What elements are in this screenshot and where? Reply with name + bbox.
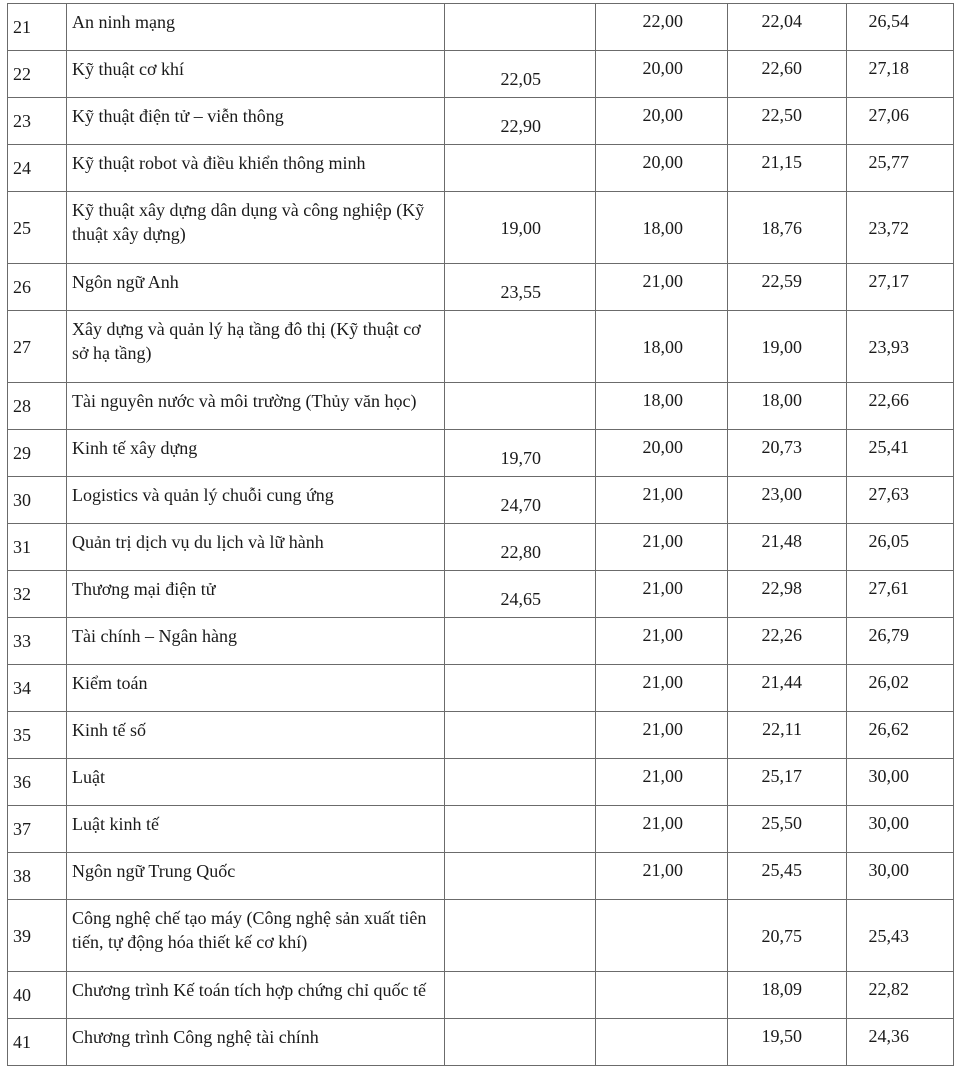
score-cell-1 (445, 383, 596, 430)
major-name-cell: Kỹ thuật điện tử – viễn thông (67, 98, 445, 145)
row-number-cell: 39 (8, 900, 67, 972)
score-cell-4: 23,93 (847, 311, 954, 383)
row-number-cell: 31 (8, 524, 67, 571)
row-number-cell: 40 (8, 972, 67, 1019)
major-name-cell: Kỹ thuật cơ khí (67, 51, 445, 98)
score-cell-1: 19,00 (445, 192, 596, 264)
score-cell-4: 26,62 (847, 712, 954, 759)
table-row (8, 4, 954, 51)
score-cell-2: 21,00 (596, 665, 728, 712)
major-name-cell: Kiểm toán (67, 665, 445, 712)
score-cell-3: 22,59 (728, 264, 847, 311)
score-cell-3: 21,15 (728, 145, 847, 192)
score-cell-4: 30,00 (847, 759, 954, 806)
score-cell-4: 27,06 (847, 98, 954, 145)
table-row (8, 712, 954, 759)
table-row (8, 806, 954, 853)
score-cell-1: 23,55 (445, 264, 596, 311)
score-cell-3: 18,00 (728, 383, 847, 430)
table-row (8, 383, 954, 430)
table-row (8, 477, 954, 524)
table-row (8, 524, 954, 571)
admission-scores-table (7, 3, 954, 1066)
major-name-cell: An ninh mạng (67, 4, 445, 51)
score-cell-3: 21,48 (728, 524, 847, 571)
score-cell-3: 22,98 (728, 571, 847, 618)
major-name-cell: Luật kinh tế (67, 806, 445, 853)
score-cell-2: 21,00 (596, 571, 728, 618)
score-cell-2: 21,00 (596, 477, 728, 524)
score-cell-1: 24,65 (445, 571, 596, 618)
table-row (8, 571, 954, 618)
score-cell-2: 21,00 (596, 806, 728, 853)
score-cell-1 (445, 972, 596, 1019)
row-number-cell: 35 (8, 712, 67, 759)
score-cell-2 (596, 1019, 728, 1066)
score-cell-1 (445, 311, 596, 383)
score-cell-2: 21,00 (596, 853, 728, 900)
score-cell-3: 25,45 (728, 853, 847, 900)
score-cell-1 (445, 665, 596, 712)
score-cell-2 (596, 972, 728, 1019)
score-cell-2: 21,00 (596, 712, 728, 759)
row-number-cell: 32 (8, 571, 67, 618)
table-row (8, 264, 954, 311)
score-cell-2: 20,00 (596, 98, 728, 145)
score-cell-4: 27,17 (847, 264, 954, 311)
score-cell-4: 26,05 (847, 524, 954, 571)
score-cell-3: 25,17 (728, 759, 847, 806)
row-number-cell: 41 (8, 1019, 67, 1066)
score-cell-2: 18,00 (596, 383, 728, 430)
major-name-cell: Kỹ thuật xây dựng dân dụng và công nghiệp (Kỹ thuật xây dựng) (67, 192, 445, 264)
score-cell-2 (596, 900, 728, 972)
score-cell-1 (445, 4, 596, 51)
score-cell-3: 22,04 (728, 4, 847, 51)
major-name-cell: Tài nguyên nước và môi trường (Thủy văn học) (67, 383, 445, 430)
score-cell-4: 23,72 (847, 192, 954, 264)
major-name-cell: Công nghệ chế tạo máy (Công nghệ sản xuất tiên tiến, tự động hóa thiết kế cơ khí) (67, 900, 445, 972)
table-row (8, 853, 954, 900)
table-row (8, 430, 954, 477)
score-cell-4: 27,18 (847, 51, 954, 98)
table-row (8, 759, 954, 806)
score-cell-3: 19,00 (728, 311, 847, 383)
major-name-cell: Chương trình Công nghệ tài chính (67, 1019, 445, 1066)
table-row (8, 98, 954, 145)
score-cell-2: 21,00 (596, 524, 728, 571)
score-cell-4: 26,02 (847, 665, 954, 712)
score-cell-4: 26,54 (847, 4, 954, 51)
score-cell-1 (445, 806, 596, 853)
score-cell-2: 21,00 (596, 759, 728, 806)
score-cell-4: 25,77 (847, 145, 954, 192)
major-name-cell: Quản trị dịch vụ du lịch và lữ hành (67, 524, 445, 571)
major-name-cell: Luật (67, 759, 445, 806)
row-number-cell: 29 (8, 430, 67, 477)
row-number-cell: 22 (8, 51, 67, 98)
score-cell-3: 23,00 (728, 477, 847, 524)
score-cell-1: 22,05 (445, 51, 596, 98)
score-cell-2: 21,00 (596, 264, 728, 311)
row-number-cell: 33 (8, 618, 67, 665)
score-cell-3: 21,44 (728, 665, 847, 712)
table-row (8, 618, 954, 665)
score-cell-4: 27,61 (847, 571, 954, 618)
row-number-cell: 21 (8, 4, 67, 51)
row-number-cell: 24 (8, 145, 67, 192)
table-row (8, 972, 954, 1019)
table-row (8, 311, 954, 383)
score-cell-3: 19,50 (728, 1019, 847, 1066)
score-cell-1: 22,90 (445, 98, 596, 145)
row-number-cell: 28 (8, 383, 67, 430)
score-cell-4: 22,66 (847, 383, 954, 430)
major-name-cell: Thương mại điện tử (67, 571, 445, 618)
score-cell-4: 24,36 (847, 1019, 954, 1066)
major-name-cell: Kinh tế xây dựng (67, 430, 445, 477)
row-number-cell: 23 (8, 98, 67, 145)
score-cell-3: 22,26 (728, 618, 847, 665)
score-cell-3: 22,50 (728, 98, 847, 145)
score-cell-2: 22,00 (596, 4, 728, 51)
score-cell-1 (445, 1019, 596, 1066)
score-cell-2: 20,00 (596, 145, 728, 192)
major-name-cell: Chương trình Kế toán tích hợp chứng chỉ quốc tế (67, 972, 445, 1019)
score-cell-3: 18,09 (728, 972, 847, 1019)
score-cell-1: 24,70 (445, 477, 596, 524)
score-cell-4: 30,00 (847, 806, 954, 853)
score-cell-3: 20,75 (728, 900, 847, 972)
row-number-cell: 30 (8, 477, 67, 524)
row-number-cell: 37 (8, 806, 67, 853)
row-number-cell: 36 (8, 759, 67, 806)
major-name-cell: Kỹ thuật robot và điều khiển thông minh (67, 145, 445, 192)
score-cell-4: 27,63 (847, 477, 954, 524)
table-row (8, 1019, 954, 1066)
score-cell-1 (445, 618, 596, 665)
table-row (8, 900, 954, 972)
score-cell-3: 25,50 (728, 806, 847, 853)
score-cell-2: 20,00 (596, 51, 728, 98)
score-cell-3: 20,73 (728, 430, 847, 477)
score-cell-2: 18,00 (596, 311, 728, 383)
major-name-cell: Kinh tế số (67, 712, 445, 759)
table-row (8, 665, 954, 712)
score-cell-1 (445, 145, 596, 192)
table-body (8, 4, 954, 1066)
table-row (8, 145, 954, 192)
row-number-cell: 26 (8, 264, 67, 311)
score-cell-4: 26,79 (847, 618, 954, 665)
row-number-cell: 38 (8, 853, 67, 900)
score-cell-4: 25,41 (847, 430, 954, 477)
row-number-cell: 27 (8, 311, 67, 383)
score-cell-1: 19,70 (445, 430, 596, 477)
score-cell-3: 22,11 (728, 712, 847, 759)
major-name-cell: Logistics và quản lý chuỗi cung ứng (67, 477, 445, 524)
score-cell-4: 25,43 (847, 900, 954, 972)
major-name-cell: Ngôn ngữ Anh (67, 264, 445, 311)
score-cell-4: 30,00 (847, 853, 954, 900)
score-cell-1 (445, 759, 596, 806)
major-name-cell: Xây dựng và quản lý hạ tầng đô thị (Kỹ thuật cơ sở hạ tầng) (67, 311, 445, 383)
major-name-cell: Ngôn ngữ Trung Quốc (67, 853, 445, 900)
score-cell-2: 20,00 (596, 430, 728, 477)
score-cell-1: 22,80 (445, 524, 596, 571)
score-cell-2: 21,00 (596, 618, 728, 665)
table-row (8, 192, 954, 264)
major-name-cell: Tài chính – Ngân hàng (67, 618, 445, 665)
score-cell-3: 18,76 (728, 192, 847, 264)
score-cell-1 (445, 853, 596, 900)
table-row (8, 51, 954, 98)
score-cell-2: 18,00 (596, 192, 728, 264)
score-cell-3: 22,60 (728, 51, 847, 98)
score-cell-1 (445, 712, 596, 759)
score-cell-4: 22,82 (847, 972, 954, 1019)
row-number-cell: 25 (8, 192, 67, 264)
row-number-cell: 34 (8, 665, 67, 712)
score-cell-1 (445, 900, 596, 972)
